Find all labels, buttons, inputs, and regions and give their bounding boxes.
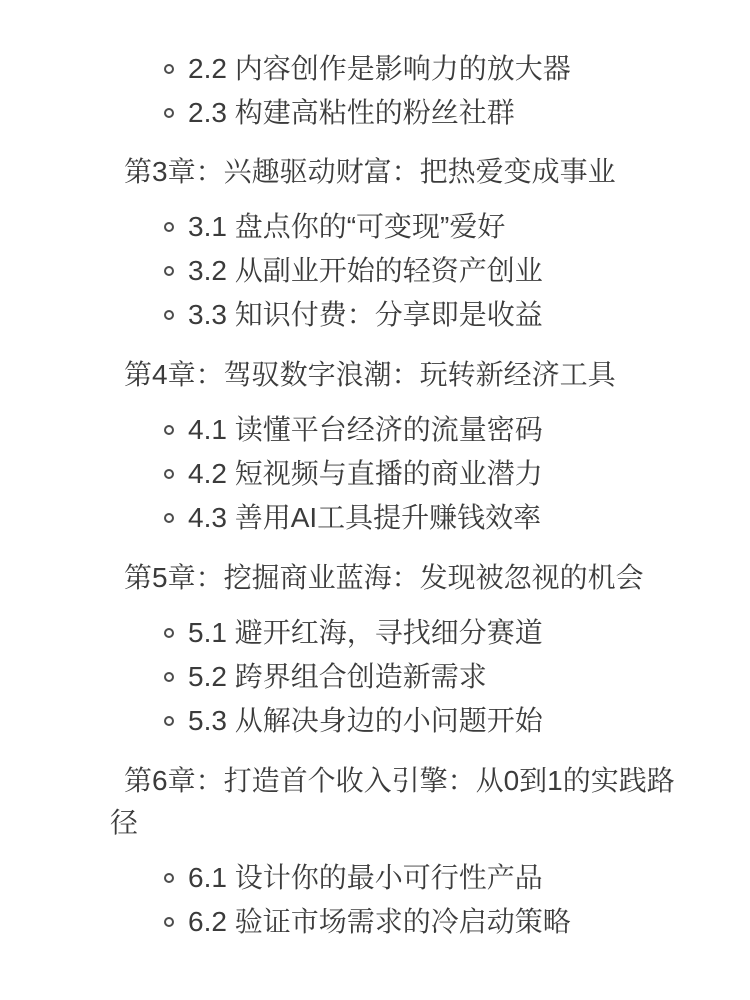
- chapter6-subitem-list: [110, 857, 695, 943]
- toc-subitem: [164, 48, 695, 90]
- toc-subitem-label: 6.2 验证市场需求的冷启动策略: [188, 906, 571, 937]
- chapter5-subitem-list: [110, 612, 695, 742]
- circle-bullet-icon: [164, 716, 174, 726]
- toc-chapter-title: 第3章：兴趣驱动财富：把热爱变成事业: [124, 156, 616, 187]
- circle-bullet-icon: [164, 310, 174, 320]
- toc-chapter-title: 第4章：驾驭数字浪潮：玩转新经济工具: [124, 359, 616, 390]
- chapter4-subitem-list: [110, 409, 695, 539]
- toc-chapter-row: [110, 557, 695, 599]
- toc-chapter: [110, 151, 695, 336]
- toc-subitem: [164, 497, 695, 539]
- toc-subitem-label: 2.3 构建高粘性的粉丝社群: [188, 97, 515, 128]
- circle-bullet-icon: [164, 513, 174, 523]
- toc-subitem: [164, 612, 695, 654]
- chapter2-subitem-list: [110, 48, 695, 134]
- circle-bullet-icon: [164, 873, 174, 883]
- toc-chapter-row: [110, 760, 695, 844]
- circle-bullet-icon: [164, 108, 174, 118]
- toc-chapter-title: 第6章：打造首个收入引擎：从0到1的实践路径: [110, 765, 675, 838]
- toc-subitem: [164, 656, 695, 698]
- toc-chapter-row: [110, 354, 695, 396]
- toc-subitem-label: 3.3 知识付费：分享即是收益: [188, 299, 543, 330]
- circle-bullet-icon: [164, 628, 174, 638]
- toc-chapter: [110, 760, 695, 943]
- circle-bullet-icon: [164, 266, 174, 276]
- toc-subitem: [164, 206, 695, 248]
- toc-subitem-label: 3.1 盘点你的“可变现”爱好: [188, 211, 506, 242]
- toc-subitem: [164, 901, 695, 943]
- circle-bullet-icon: [164, 425, 174, 435]
- toc-chapter: [110, 557, 695, 742]
- chapter-list: [110, 151, 695, 943]
- toc-subitem-label: 3.2 从副业开始的轻资产创业: [188, 255, 543, 286]
- circle-bullet-icon: [164, 917, 174, 927]
- toc-subitem-label: 6.1 设计你的最小可行性产品: [188, 862, 543, 893]
- toc-subitem: [164, 409, 695, 451]
- toc-subitem-label: 5.2 跨界组合创造新需求: [188, 661, 487, 692]
- toc-chapter-title: 第5章：挖掘商业蓝海：发现被忽视的机会: [124, 562, 644, 593]
- toc-subitem: [164, 294, 695, 336]
- toc-subitem: [164, 453, 695, 495]
- toc-subitem: [164, 250, 695, 292]
- toc-subitem-label: 4.3 善用AI工具提升赚钱效率: [188, 502, 542, 533]
- toc-subitem-label: 5.1 避开红海，寻找细分赛道: [188, 617, 543, 648]
- circle-bullet-icon: [164, 672, 174, 682]
- toc-chapter-row: [110, 151, 695, 193]
- toc-subitem: [164, 92, 695, 134]
- circle-bullet-icon: [164, 469, 174, 479]
- toc-subitem-label: 4.2 短视频与直播的商业潜力: [188, 458, 543, 489]
- toc-subitem-label: 2.2 内容创作是影响力的放大器: [188, 53, 571, 84]
- toc-subitem: [164, 857, 695, 899]
- toc-subitem-label: 4.1 读懂平台经济的流量密码: [188, 414, 543, 445]
- chapter3-subitem-list: [110, 206, 695, 336]
- circle-bullet-icon: [164, 64, 174, 74]
- circle-bullet-icon: [164, 222, 174, 232]
- toc-chapter: [110, 354, 695, 539]
- toc-subitem: [164, 700, 695, 742]
- toc-subitem-label: 5.3 从解决身边的小问题开始: [188, 705, 543, 736]
